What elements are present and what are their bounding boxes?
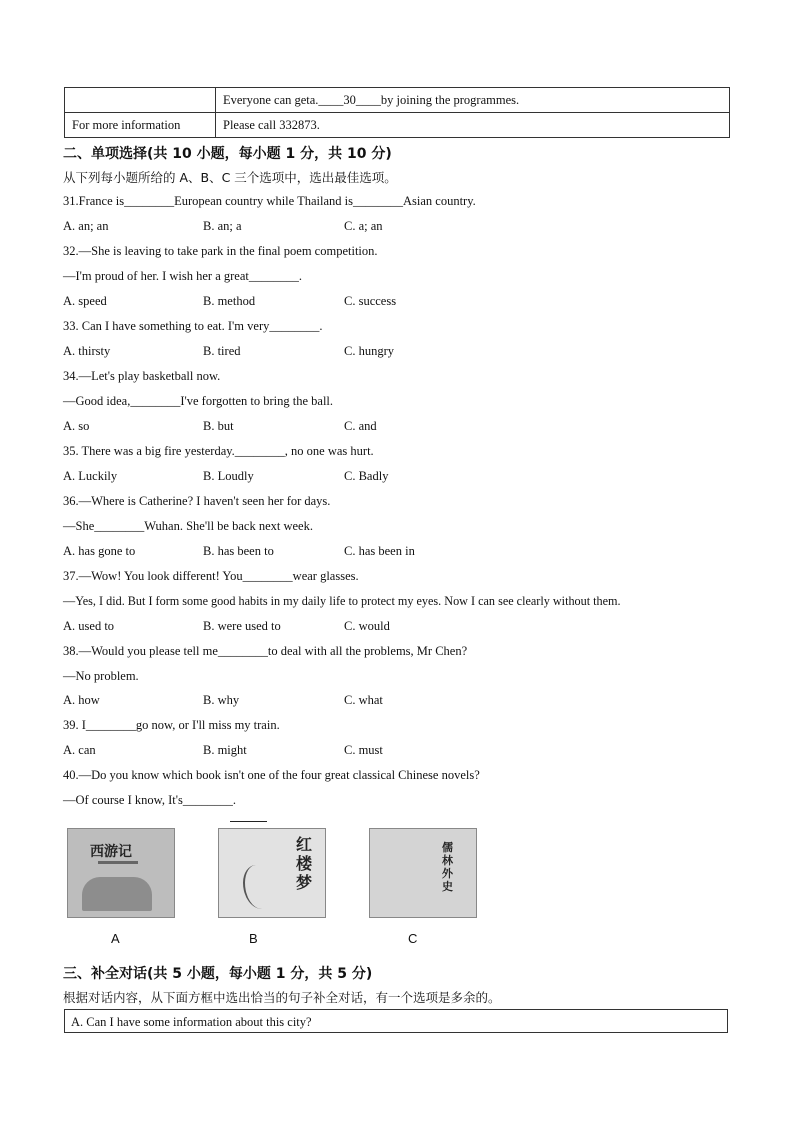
question-stem: —Yes, I did. But I form some good habits in my daily life to protect my eyes. Now I can see clearly without them. [63, 594, 621, 608]
question-stem: —No problem. [63, 669, 139, 683]
book-label-c: C [408, 931, 418, 946]
options-box: A. Can I have some information about this city? [64, 1009, 728, 1033]
option-b[interactable]: B. tired [203, 344, 241, 358]
divider [230, 821, 267, 822]
book-cover-b[interactable] [218, 828, 326, 918]
option-c[interactable]: C. success [344, 294, 397, 308]
option-c[interactable]: C. what [344, 693, 383, 707]
section-instruction: 从下列每小题所给的 A、B、C 三个选项中，选出最佳选项。 [63, 170, 397, 185]
info-table [64, 87, 730, 138]
question-stem: 38.—Would you please tell me________to deal with all the problems, Mr Chen? [63, 644, 468, 658]
question-stem: 36.—Where is Catherine? I haven't seen her for days. [63, 494, 331, 508]
option-b[interactable]: B. method [203, 294, 256, 308]
option-c[interactable]: C. and [344, 419, 377, 433]
book-cover-c[interactable] [369, 828, 477, 918]
table-cell: Please call 332873. [216, 113, 730, 138]
book-label-a: A [111, 931, 120, 946]
option-a[interactable]: A. can [63, 743, 96, 757]
option-a[interactable]: A. has gone to [63, 544, 136, 558]
question-stem: —I'm proud of her. I wish her a great________. [63, 269, 303, 283]
question-stem: —Of course I know, It's________. [63, 793, 236, 807]
book-illustration [82, 877, 152, 911]
option-a[interactable]: A. thirsty [63, 344, 111, 358]
table-cell: Everyone can geta.____30____by joining the programmes. [216, 88, 730, 113]
table-cell [65, 88, 216, 113]
option-b[interactable]: B. has been to [203, 544, 274, 558]
question-stem: 39. I________go now, or I'll miss my train. [63, 718, 280, 732]
option-a[interactable]: A. so [63, 419, 90, 433]
book-title: 红楼梦 [296, 835, 313, 892]
book-subtitle-decor [98, 861, 138, 864]
option-b[interactable]: B. Loudly [203, 469, 254, 483]
question-stem: —She________Wuhan. She'll be back next week. [63, 519, 313, 533]
book-illustration [243, 865, 275, 909]
table-row [65, 88, 730, 113]
table-row [65, 113, 730, 138]
option-a[interactable]: A. used to [63, 619, 115, 633]
question-stem: 35. There was a big fire yesterday.________, no one was hurt. [63, 444, 374, 458]
book-title: 儒林外史 [442, 841, 453, 893]
option-a[interactable]: A. an; an [63, 219, 109, 233]
option-c[interactable]: C. hungry [344, 344, 394, 358]
book-title: 西游记 [90, 844, 132, 860]
question-stem: 33. Can I have something to eat. I'm very________. [63, 319, 323, 333]
question-stem: 31.France is________European country while Thailand is________Asian country. [63, 194, 476, 208]
question-stem: 40.—Do you know which book isn't one of the four great classical Chinese novels? [63, 768, 480, 782]
option-b[interactable]: B. but [203, 419, 234, 433]
option-a[interactable]: A. Luckily [63, 469, 118, 483]
question-stem: —Good idea,________I've forgotten to bring the ball. [63, 394, 334, 408]
question-stem: 32.—She is leaving to take park in the final poem competition. [63, 244, 378, 258]
section-heading: 二、单项选择(共 10 小题，每小题 1 分，共 10 分) [63, 146, 392, 162]
option-b[interactable]: B. an; a [203, 219, 242, 233]
section-instruction: 根据对话内容，从下面方框中选出恰当的句子补全对话，有一个选项是多余的。 [63, 990, 501, 1005]
table-cell: For more information [65, 113, 216, 138]
option-c[interactable]: C. a; an [344, 219, 383, 233]
option-c[interactable]: C. has been in [344, 544, 415, 558]
option-a[interactable]: A. how [63, 693, 100, 707]
option-c[interactable]: C. must [344, 743, 383, 757]
option-b[interactable]: B. were used to [203, 619, 281, 633]
option-b[interactable]: B. might [203, 743, 247, 757]
option-b[interactable]: B. why [203, 693, 240, 707]
book-label-b: B [249, 931, 258, 946]
book-cover-a[interactable] [67, 828, 175, 918]
question-stem: 37.—Wow! You look different! You________wear glasses. [63, 569, 359, 583]
option-c[interactable]: C. Badly [344, 469, 389, 483]
question-stem: 34.—Let's play basketball now. [63, 369, 221, 383]
section-heading: 三、补全对话(共 5 小题，每小题 1 分，共 5 分) [63, 966, 373, 982]
option-a[interactable]: A. speed [63, 294, 107, 308]
option-c[interactable]: C. would [344, 619, 390, 633]
